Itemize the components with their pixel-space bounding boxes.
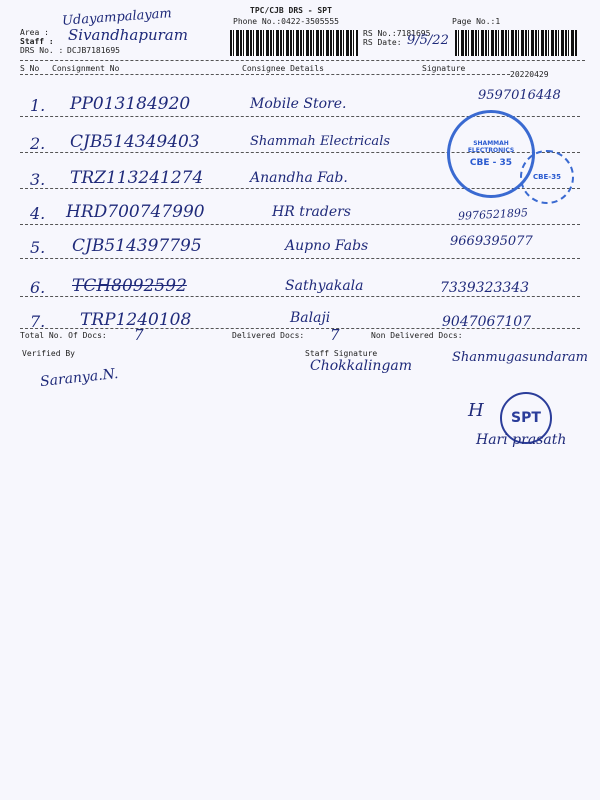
doc-title: TPC/CJB DRS - SPT — [250, 6, 332, 15]
company-stamp-ring-text: SHAMMAH ELECTRONICS — [467, 139, 515, 154]
non-delivered-docs-label: Non Delivered Docs: — [371, 331, 463, 340]
row-consignment: HRD700747990 — [66, 202, 205, 222]
row-consignment: TRP1240108 — [80, 310, 192, 330]
area-value: Udayampalayam — [61, 6, 173, 29]
row-consignee: Shammah Electricals — [250, 134, 391, 149]
column-sno: S No — [20, 64, 40, 73]
row-consignee: HR traders — [272, 204, 351, 220]
row-divider — [20, 258, 580, 259]
column-consignment: Consignment No — [52, 64, 120, 73]
row-signature: 9597016448 — [478, 88, 561, 103]
row-consignment: PP013184920 — [70, 94, 191, 114]
header-divider-bottom — [20, 74, 510, 75]
column-signature: Signature — [422, 64, 466, 73]
hari-prasath-signature: Hari prasath — [476, 432, 567, 448]
row-divider — [20, 296, 580, 297]
page-number: Page No.:1 — [452, 17, 501, 26]
row-consignee: Balaji — [290, 310, 331, 326]
initials-signature: H — [468, 400, 484, 421]
total-docs-value: 7 — [134, 326, 144, 344]
rs-date-label: RS Date: — [363, 38, 402, 47]
row-consignment: TRZ113241274 — [70, 168, 204, 188]
drs-label: DRS No. : — [20, 46, 64, 55]
row-sno: 6. — [30, 278, 46, 297]
delivered-docs-label: Delivered Docs: — [232, 331, 305, 340]
row-divider — [20, 328, 580, 329]
row-signature: 9669395077 — [450, 234, 533, 249]
row-sno: 3. — [30, 170, 46, 189]
row-sno: 7. — [30, 312, 46, 331]
barcode-right — [455, 30, 577, 56]
company-stamp-center: CBE - 35 — [469, 158, 513, 169]
row-sno: 4. — [30, 204, 46, 223]
staff-signature: Chokkalingam — [310, 358, 413, 374]
rs-date-value: 9/5/22 — [407, 33, 449, 48]
header-divider-top — [20, 60, 585, 61]
staff-label: Staff : — [20, 37, 54, 46]
verifier-signature: Saranya.N. — [39, 365, 120, 391]
total-docs-label: Total No. Of Docs: — [20, 331, 107, 340]
row-signature: 9976521895 — [457, 206, 529, 223]
phone-number: Phone No.:0422-3505555 — [233, 17, 339, 26]
row-consignment: TCH8092592 — [72, 276, 187, 296]
staff-value: Sivandhapuram — [68, 26, 188, 44]
delivered-docs-value: 7 — [330, 326, 340, 344]
row-sno: 5. — [30, 238, 46, 257]
company-stamp-small-center: CBE-35 — [533, 173, 561, 181]
row-consignee: Aupno Fabs — [285, 238, 369, 254]
column-consignee: Consignee Details — [242, 64, 324, 73]
company-stamp-small — [520, 150, 574, 204]
rs-number: RS No.:7181695 — [363, 29, 431, 38]
drs-value: DCJB7181695 — [67, 46, 120, 55]
row-signature: 7339323343 — [440, 280, 530, 296]
date-code: 20220429 — [510, 70, 549, 79]
row-signature: 9047067107 — [442, 314, 532, 330]
staff-signature-label: Staff Signature — [305, 349, 378, 358]
area-label: Area : — [20, 28, 49, 37]
row-sno: 1. — [30, 96, 46, 115]
row-consignee: Anandha Fab. — [250, 170, 348, 186]
row-consignment: CJB514397795 — [72, 236, 202, 256]
row-sno: 2. — [30, 134, 46, 153]
verified-by-label: Verified By — [22, 349, 75, 358]
row-consignee: Mobile Store. — [250, 96, 347, 112]
spt-stamp-label: SPT — [511, 410, 541, 426]
right-signature: Shanmugasundaram — [452, 350, 588, 365]
row-consignee: Sathyakala — [285, 278, 364, 294]
barcode — [230, 30, 358, 56]
row-divider — [20, 224, 580, 225]
row-consignment: CJB514349403 — [70, 132, 200, 152]
